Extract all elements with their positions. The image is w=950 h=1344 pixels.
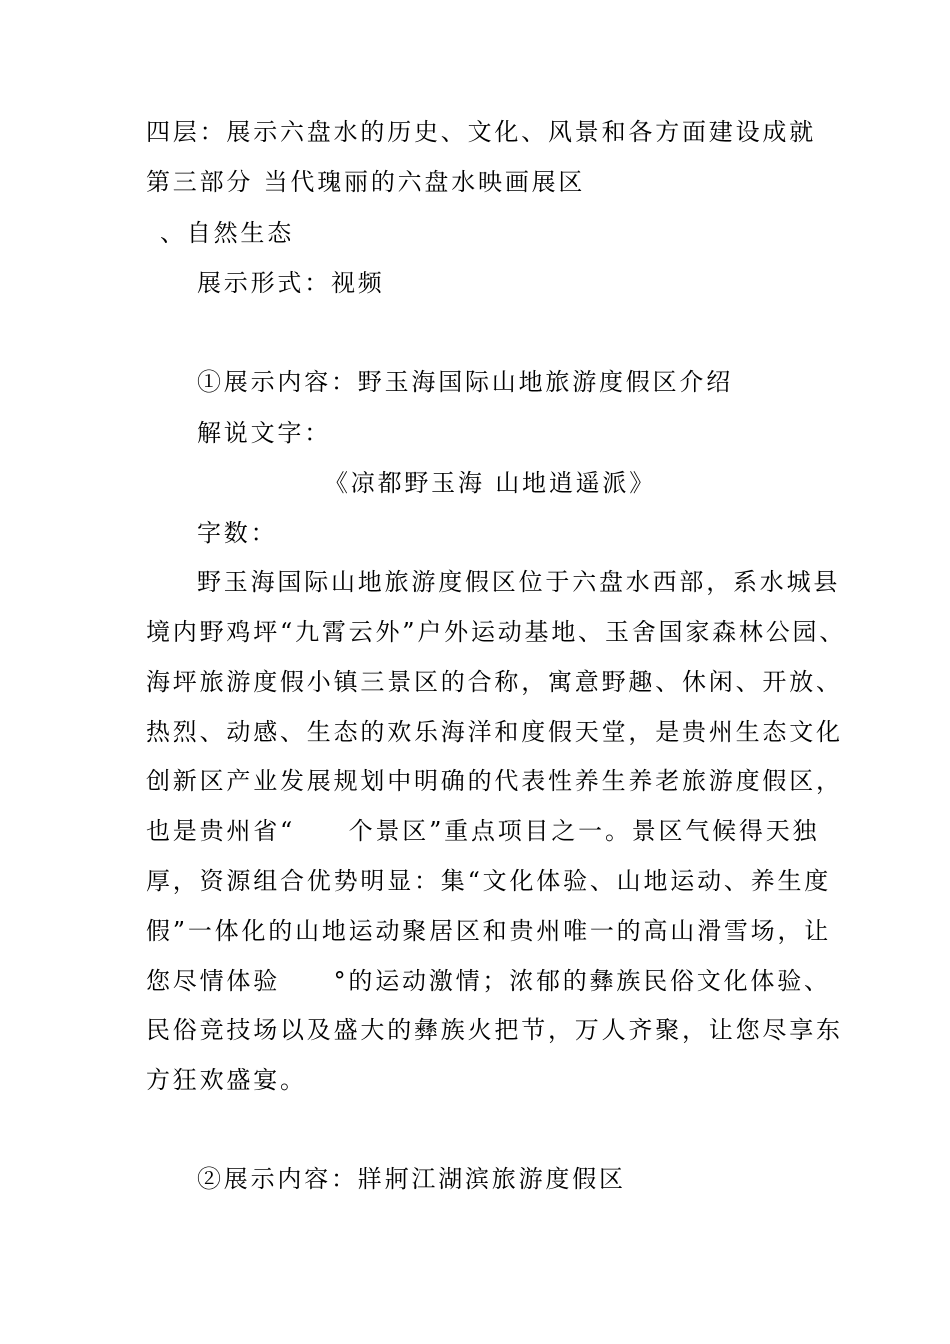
- paragraph-line: 热烈、动感、生态的欢乐海洋和度假天堂，是贵州生态文化: [146, 718, 843, 746]
- paragraph-line: 海坪旅游度假小镇三景区的合称，寓意野趣、休闲、开放、: [146, 668, 843, 696]
- section-natural-ecology: 、自然生态: [160, 219, 294, 247]
- paragraph-line: 野玉海国际山地旅游度假区位于六盘水西部，系水城县: [197, 568, 841, 596]
- paragraph-line: 创新区产业发展规划中明确的代表性养生养老旅游度假区，: [146, 767, 843, 795]
- paragraph-line: 方狂欢盛宴。: [146, 1066, 307, 1094]
- paragraph-line: 民俗竞技场以及盛大的彝族火把节，万人齐聚，让您尽享东: [146, 1016, 843, 1044]
- display-format: 展示形式：视频: [197, 269, 385, 297]
- word-count-label: 字数：: [197, 519, 278, 547]
- paragraph-line: 您尽情体验 °的运动激情；浓郁的彝族民俗文化体验、: [146, 967, 831, 995]
- paragraph-line: 也是贵州省“ 个景区”重点项目之一。景区气候得天独: [146, 817, 820, 845]
- paragraph-line: 厚，资源组合优势明显：集“文化体验、山地运动、养生度: [146, 867, 832, 895]
- part-three-heading: 第三部分 当代瑰丽的六盘水映画展区: [146, 168, 586, 196]
- floor-four-heading: 四层：展示六盘水的历史、文化、风景和各方面建设成就: [146, 118, 816, 146]
- paragraph-line: 假”一体化的山地运动聚居区和贵州唯一的高山滑雪场，让: [146, 917, 832, 945]
- narration-title: 《凉都野玉海 山地逍遥派》: [323, 469, 657, 497]
- paragraph-line: 境内野鸡坪“九霄云外”户外运动基地、玉舍国家森林公园、: [146, 618, 847, 646]
- item-two-title: ②展示内容：牂牁江湖滨旅游度假区: [197, 1165, 626, 1193]
- item-one-title: ①展示内容：野玉海国际山地旅游度假区介绍: [197, 368, 733, 396]
- narration-label: 解说文字：: [197, 419, 331, 447]
